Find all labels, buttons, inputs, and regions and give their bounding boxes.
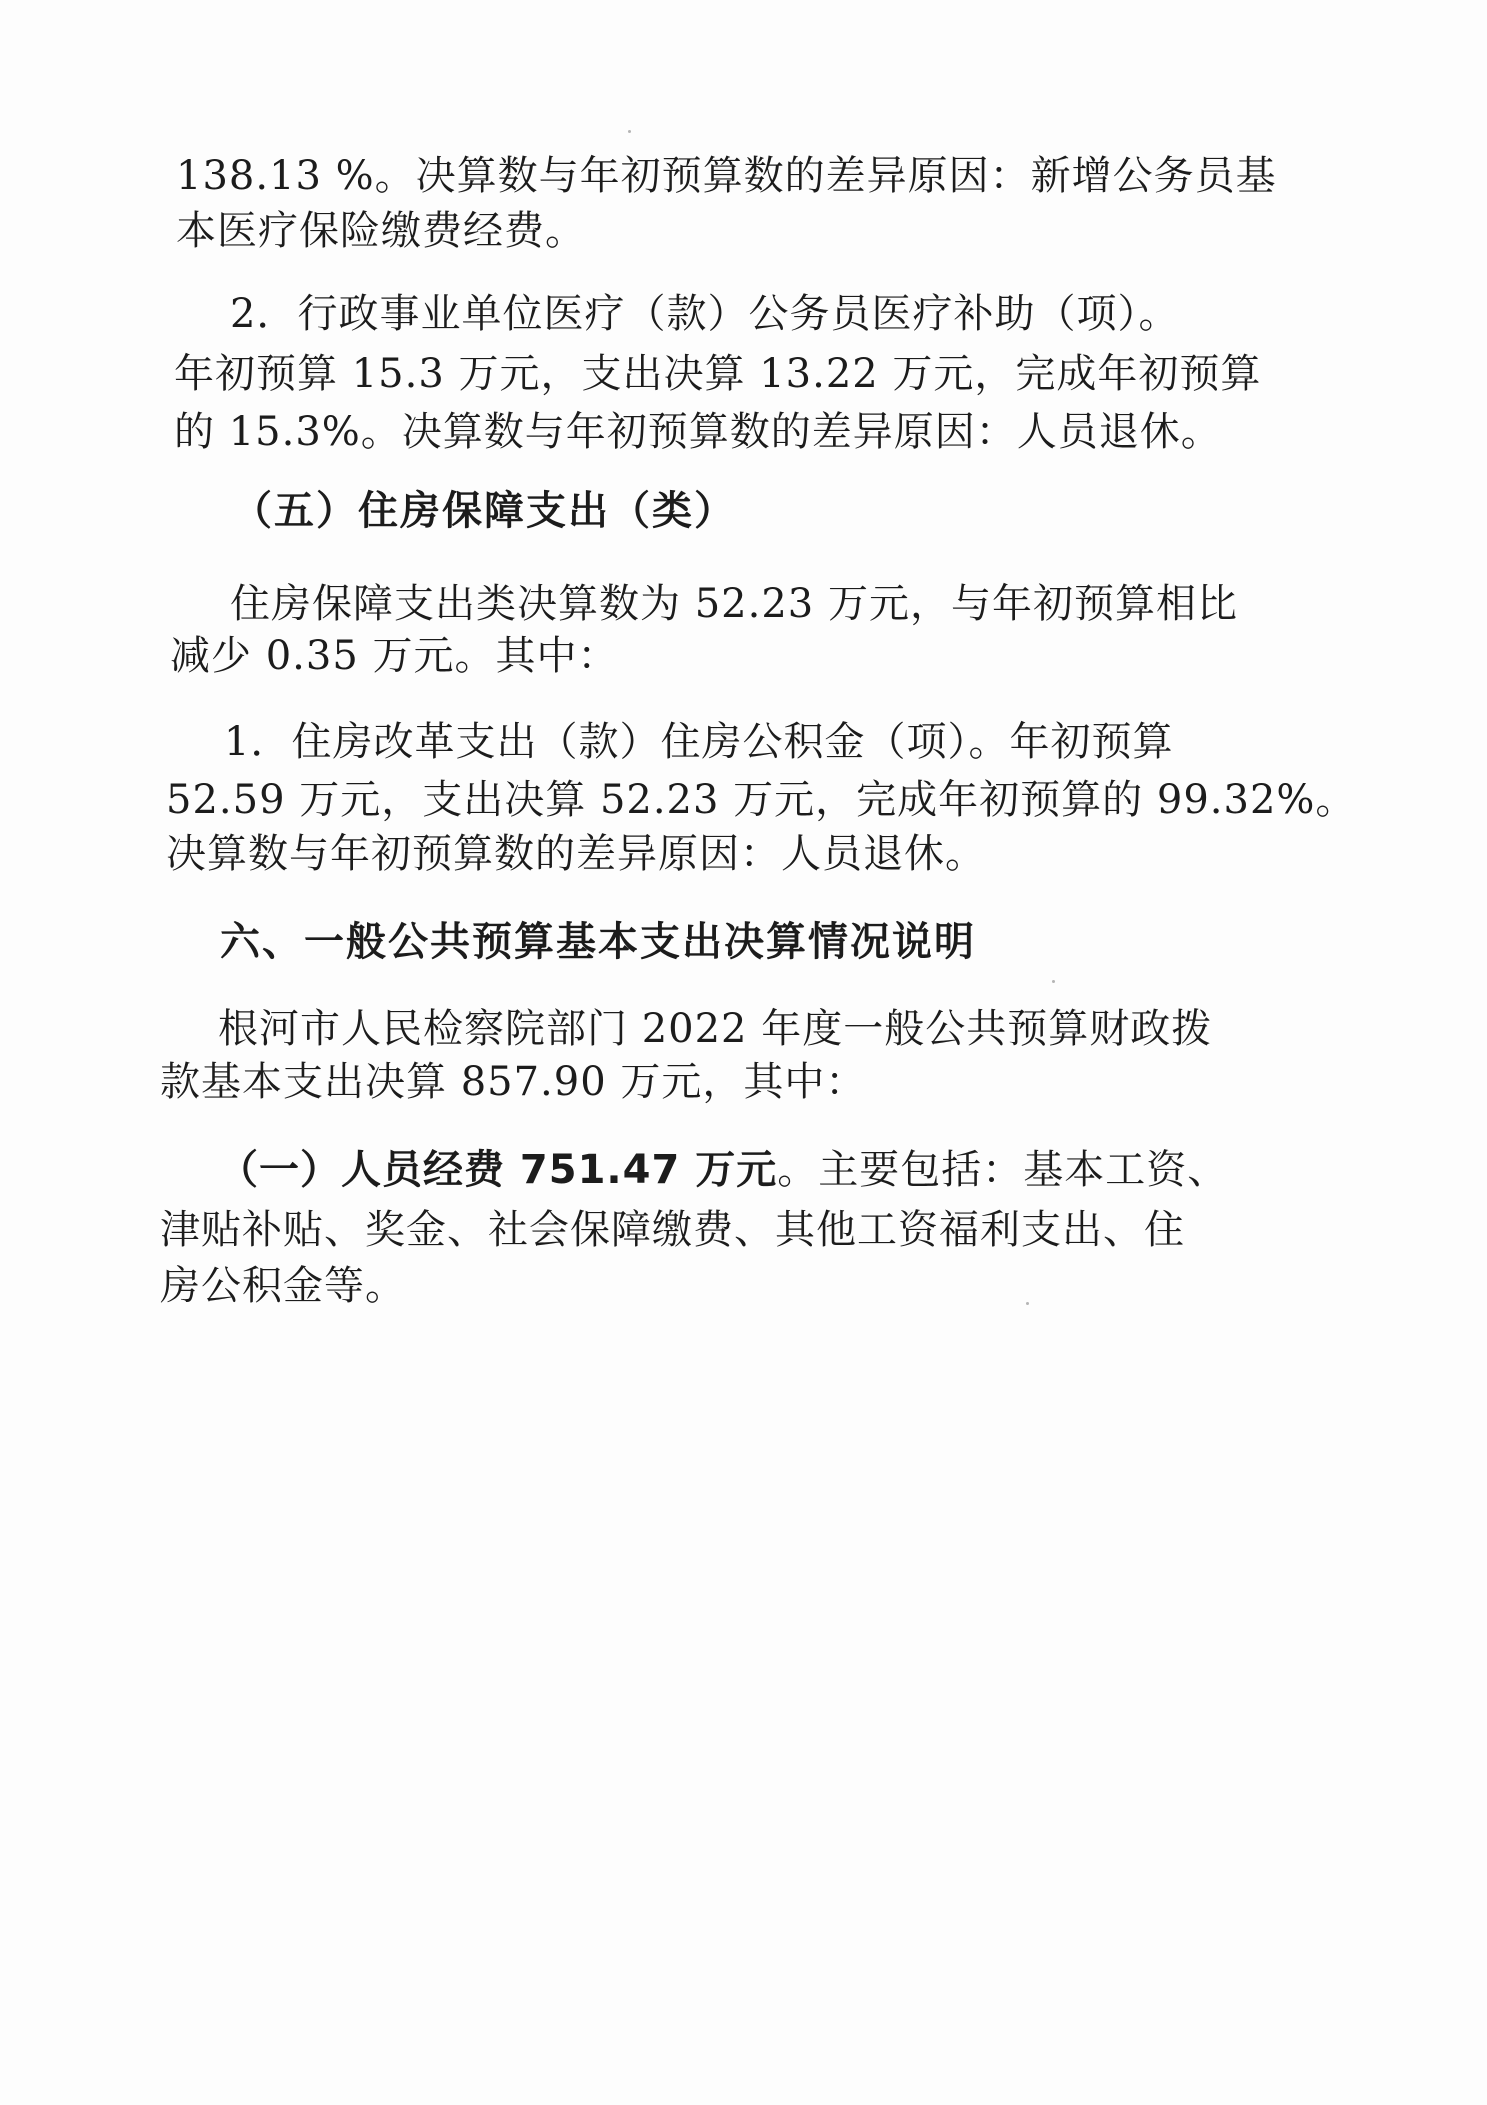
para6-line2: 津贴补贴、奖金、社会保障缴费、其他工资福利支出、住: [160, 1207, 1185, 1253]
personnel-expense-label: （一）人员经费 751.47 万元: [218, 1147, 778, 1193]
para6-line3: 房公积金等。: [160, 1263, 406, 1309]
personnel-expense-rest: 。主要包括：基本工资、: [777, 1147, 1229, 1193]
para4-line3: 决算数与年初预算数的差异原因：人员退休。: [166, 831, 986, 877]
para5-line1: 根河市人民检察院部门 2022 年度一般公共预算财政拨: [218, 1006, 1213, 1052]
scan-speck: [628, 130, 631, 133]
para2-line1: 2．行政事业单位医疗（款）公务员医疗补助（项）。: [230, 291, 1180, 337]
para3-line2: 减少 0.35 万元。其中：: [170, 633, 619, 679]
scan-speck: [1052, 980, 1055, 983]
section-heading-housing: （五）住房保障支出（类）: [232, 488, 736, 534]
para4-line1: 1．住房改革支出（款）住房公积金（项）。年初预算: [224, 719, 1174, 765]
para1-line2: 本医疗保险缴费经费。: [176, 208, 586, 254]
para3-line1: 住房保障支出类决算数为 52.23 万元，与年初预算相比: [230, 581, 1238, 627]
para2-line3: 的 15.3%。决算数与年初预算数的差异原因：人员退休。: [174, 409, 1222, 455]
scan-speck: [1026, 1302, 1029, 1305]
para1-line1: 138.13 %。决算数与年初预算数的差异原因：新增公务员基: [176, 153, 1277, 199]
para6-line1: [218, 1146, 1228, 1194]
para2-line2: 年初预算 15.3 万元，支出决算 13.22 万元，完成年初预算: [174, 351, 1262, 397]
para5-line2: 款基本支出决算 857.90 万元，其中：: [160, 1059, 867, 1105]
para4-line2: 52.59 万元，支出决算 52.23 万元，完成年初预算的 99.32%。: [166, 777, 1357, 823]
section-heading-basic-expenditure: 六、一般公共预算基本支出决算情况说明: [220, 919, 976, 965]
